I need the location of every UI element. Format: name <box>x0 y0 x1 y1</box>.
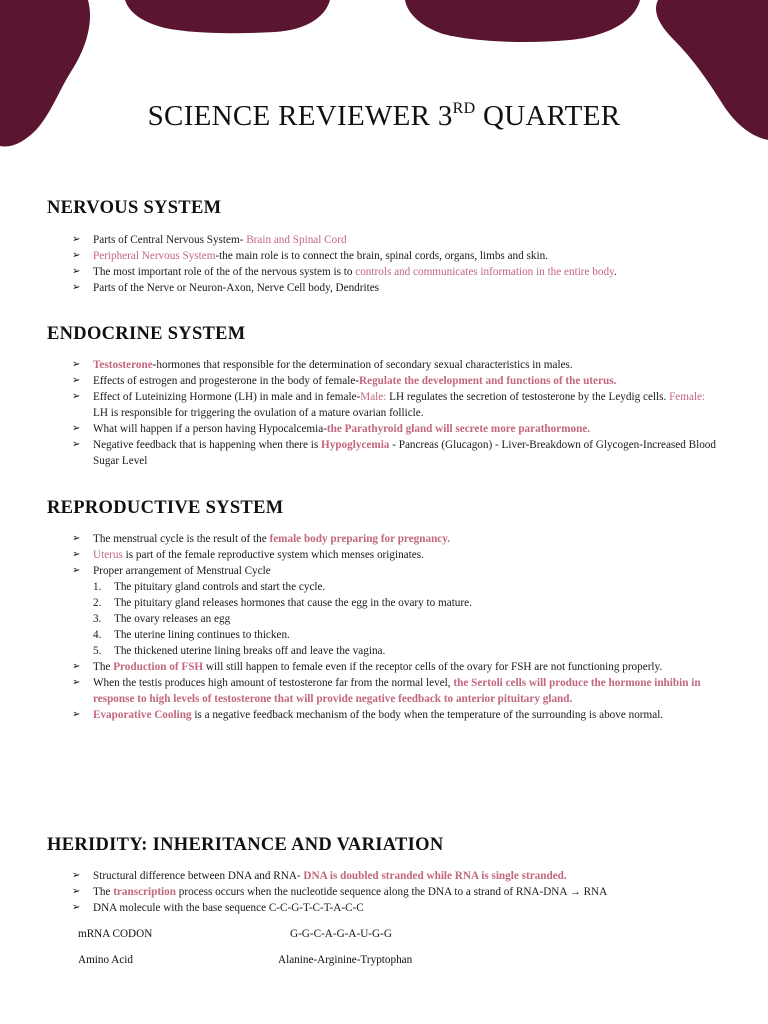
amino-acid-value: Alanine-Arginine-Tryptophan <box>278 954 413 966</box>
list-item: ➢ Effects of estrogen and progesterone in the body of female-Regulate the development and functions of the uterus. <box>72 375 617 387</box>
title-main: SCIENCE REVIEWER 3 <box>147 100 453 132</box>
list-item: ➢ Proper arrangement of Menstrual Cycle 1. The pituitary gland controls and start the cycle. 2. The pituitary gland releases hormones that cause the egg in the ovary to mature. 3. The ovary releases an egg 4. The uterine lining continues to thicken. 5. The thickened uterine lining breaks off and leave the vagina. <box>72 563 722 659</box>
heading-reproductive-system: REPRODUCTIVE SYSTEM <box>47 498 284 518</box>
list-item: ➢ The menstrual cycle is the result of the female body preparing for pregnancy. <box>72 533 451 545</box>
arrow-bullet-icon: ➢ <box>72 870 81 881</box>
list-item: ➢ The transcription process occurs when the nucleotide sequence along the DNA to a strand of RNA-DNA → RNA <box>72 886 608 898</box>
arrow-bullet-icon: ➢ <box>72 266 81 277</box>
step-item: 1. The pituitary gland controls and start the cycle. <box>93 581 326 593</box>
mrna-codon-label: mRNA CODON <box>78 928 153 940</box>
arrow-bullet-icon: ➢ <box>72 886 81 897</box>
list-item: ➢ Peripheral Nervous System-the main role is to connect the brain, spinal cords, organs, limbs and skin. <box>72 250 548 262</box>
mrna-codon-value: G-G-C-A-G-A-U-G-G <box>290 928 392 940</box>
list-item: ➢ Evaporative Cooling is a negative feedback mechanism of the body when the temperature of the surrounding is above normal. <box>72 709 664 721</box>
page-title <box>0 100 768 133</box>
arrow-bullet-icon: ➢ <box>72 359 81 370</box>
list-item: ➢ Uterus is part of the female reproductive system which menses originates. <box>72 549 424 561</box>
arrow-bullet-icon: ➢ <box>72 391 81 402</box>
arrow-bullet-icon: ➢ <box>72 902 81 913</box>
title-superscript: RD <box>452 100 476 117</box>
step-item: 4. The uterine lining continues to thicken. <box>93 629 290 641</box>
list-item: ➢ Testosterone-hormones that responsible for the determination of secondary sexual characteristics in males. <box>72 359 573 371</box>
reproductive-system-list <box>72 531 722 723</box>
list-item: ➢ Structural difference between DNA and RNA- DNA is doubled stranded while RNA is single stranded. <box>72 870 567 882</box>
decorative-blob-top-center-right <box>405 0 640 44</box>
step-item: 5. The thickened uterine lining breaks off and leave the vagina. <box>93 645 386 657</box>
heading-nervous-system: NERVOUS SYSTEM <box>47 198 222 218</box>
endocrine-system-list <box>72 357 722 469</box>
list-item: ➢ When the testis produces high amount of testosterone far from the normal level, the Sertoli cells will produce the hormone inhibin in response to high levels of testosterone that will provide negative feedback to anterior pituitary gland. <box>72 677 701 705</box>
arrow-bullet-icon: ➢ <box>72 533 81 544</box>
list-item: ➢ What will happen if a person having Hypocalcemia-the Parathyroid gland will secrete more parathormone. <box>72 423 591 435</box>
arrow-bullet-icon: ➢ <box>72 423 81 434</box>
heading-endocrine-system: ENDOCRINE SYSTEM <box>47 324 246 344</box>
decorative-blob-top-center-left <box>125 0 330 36</box>
nervous-system-list <box>72 232 722 296</box>
arrow-bullet-icon: ➢ <box>72 565 81 576</box>
arrow-bullet-icon: ➢ <box>72 375 81 386</box>
menstrual-cycle-steps <box>93 579 722 659</box>
arrow-bullet-icon: ➢ <box>72 439 81 450</box>
arrow-bullet-icon: ➢ <box>72 282 81 293</box>
list-item: ➢ Negative feedback that is happening when there is Hypoglycemia - Pancreas (Glucagon) - Liver-Breakdown of Glycogen-Increased Blood Sugar Level <box>72 439 716 467</box>
arrow-bullet-icon: ➢ <box>72 250 81 261</box>
arrow-bullet-icon: ➢ <box>72 549 81 560</box>
list-item: ➢ The Production of FSH will still happen to female even if the receptor cells of the ovary for FSH are not functioning properly. <box>72 661 663 673</box>
amino-acid-label: Amino Acid <box>78 954 134 966</box>
arrow-bullet-icon: ➢ <box>72 709 81 720</box>
list-item: ➢ The most important role of the of the nervous system is to controls and communicates information in the entire body. <box>72 266 617 278</box>
heredity-list <box>72 868 722 916</box>
list-item: ➢ Effect of Luteinizing Hormone (LH) in male and in female-Male: LH regulates the secretion of testosterone by the Leydig cells. Female: LH is responsible for triggering the ovulation of a mature ovarian follicle. <box>72 391 706 419</box>
arrow-bullet-icon: ➢ <box>72 677 81 688</box>
arrow-bullet-icon: ➢ <box>72 234 81 245</box>
list-item: ➢ Parts of Central Nervous System- Brain and Spinal Cord <box>72 234 347 246</box>
heading-heredity: HERIDITY: INHERITANCE AND VARIATION <box>47 835 444 855</box>
title-tail: QUARTER <box>475 100 621 132</box>
list-item: ➢ DNA molecule with the base sequence C-C-G-T-C-T-A-C-C <box>72 902 364 914</box>
arrow-bullet-icon: ➢ <box>72 661 81 672</box>
step-item: 3. The ovary releases an egg <box>93 613 231 625</box>
list-item: ➢ Parts of the Nerve or Neuron-Axon, Nerve Cell body, Dendrites <box>72 282 380 294</box>
step-item: 2. The pituitary gland releases hormones that cause the egg in the ovary to mature. <box>93 597 472 609</box>
